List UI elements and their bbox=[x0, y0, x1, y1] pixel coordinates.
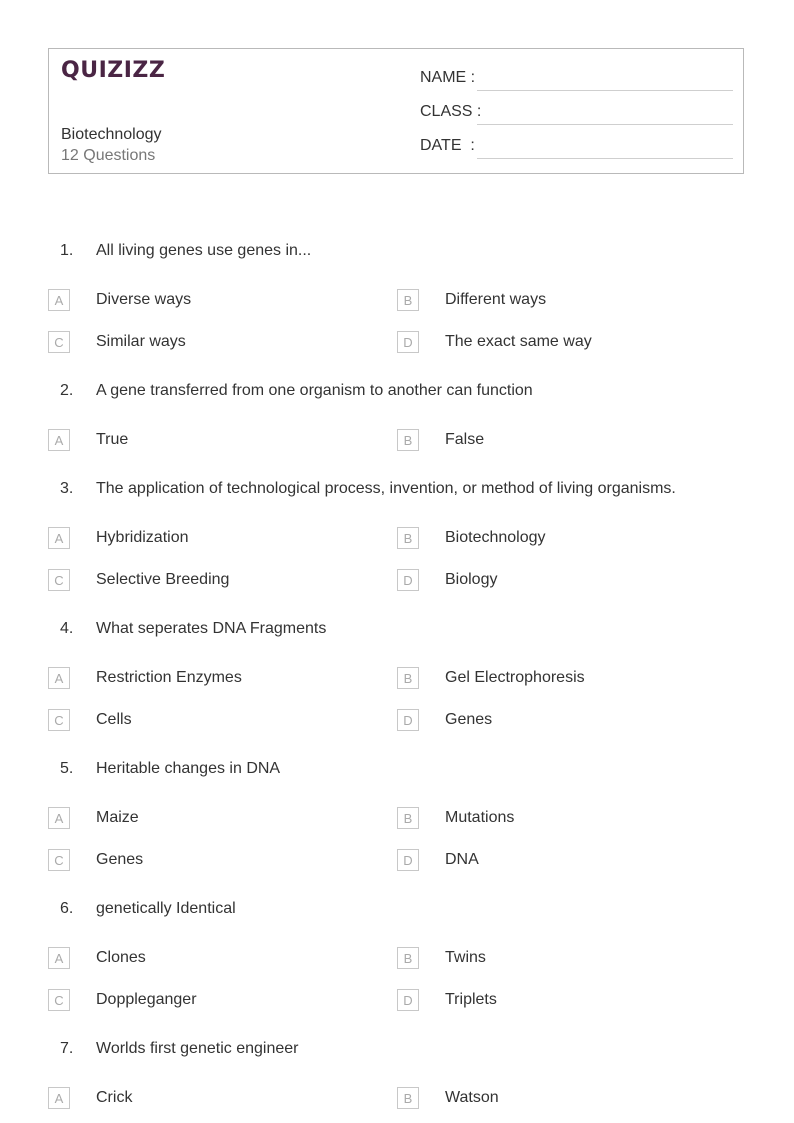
class-label: CLASS : bbox=[420, 103, 482, 120]
option-text: True bbox=[96, 431, 129, 448]
option-letter-box[interactable]: C bbox=[48, 989, 70, 1011]
option-text: Genes bbox=[96, 851, 144, 868]
option-text: Maize bbox=[96, 809, 139, 826]
option-letter-box[interactable]: B bbox=[397, 947, 419, 969]
option-letter-box[interactable]: B bbox=[397, 527, 419, 549]
option-letter-box[interactable]: A bbox=[48, 429, 70, 451]
option-text: The exact same way bbox=[445, 333, 592, 350]
option-text: False bbox=[445, 431, 485, 448]
option-text: DNA bbox=[445, 851, 479, 868]
question-number: 7. bbox=[60, 1040, 74, 1057]
option-letter-box[interactable]: D bbox=[397, 989, 419, 1011]
option-text: Mutations bbox=[445, 809, 515, 826]
question-text: Worlds first genetic engineer bbox=[96, 1040, 299, 1057]
option-letter-box[interactable]: A bbox=[48, 527, 70, 549]
option-text: Gel Electrophoresis bbox=[445, 669, 585, 686]
option-letter-box[interactable]: D bbox=[397, 569, 419, 591]
question-number: 3. bbox=[60, 480, 74, 497]
option-text: Crick bbox=[96, 1089, 133, 1106]
question-number: 2. bbox=[60, 382, 74, 399]
option-text: Cells bbox=[96, 711, 132, 728]
option-letter-box[interactable]: C bbox=[48, 849, 70, 871]
name-label: NAME : bbox=[420, 69, 476, 86]
question-text: What seperates DNA Fragments bbox=[96, 620, 327, 637]
option-letter-box[interactable]: B bbox=[397, 807, 419, 829]
option-letter-box[interactable]: A bbox=[48, 947, 70, 969]
option-text: Different ways bbox=[445, 291, 547, 308]
option-letter-box[interactable]: D bbox=[397, 331, 419, 353]
option-letter-box[interactable]: A bbox=[48, 667, 70, 689]
option-letter-box[interactable]: A bbox=[48, 289, 70, 311]
date-label: DATE : bbox=[420, 137, 475, 154]
quizizz-logo: QUIZIZZ bbox=[61, 58, 166, 83]
option-letter-box[interactable]: B bbox=[397, 1087, 419, 1109]
option-text: Restriction Enzymes bbox=[96, 669, 242, 686]
question-count: 12 Questions bbox=[61, 147, 156, 164]
option-text: Similar ways bbox=[96, 333, 186, 350]
option-text: Twins bbox=[445, 949, 486, 966]
option-letter-box[interactable]: D bbox=[397, 709, 419, 731]
question-number: 1. bbox=[60, 242, 74, 259]
option-letter-box[interactable]: B bbox=[397, 429, 419, 451]
question-number: 6. bbox=[60, 900, 74, 917]
option-text: Selective Breeding bbox=[96, 571, 230, 588]
question-text: Heritable changes in DNA bbox=[96, 760, 281, 777]
option-text: Biology bbox=[445, 571, 498, 588]
option-text: Biotechnology bbox=[445, 529, 546, 546]
question-text: All living genes use genes in... bbox=[96, 242, 312, 259]
option-letter-box[interactable]: D bbox=[397, 849, 419, 871]
option-letter-box[interactable]: C bbox=[48, 569, 70, 591]
option-letter-box[interactable]: C bbox=[48, 709, 70, 731]
option-text: Watson bbox=[445, 1089, 499, 1106]
question-number: 4. bbox=[60, 620, 74, 637]
option-text: Hybridization bbox=[96, 529, 189, 546]
option-text: Clones bbox=[96, 949, 146, 966]
option-text: Genes bbox=[445, 711, 493, 728]
option-text: Triplets bbox=[445, 991, 497, 1008]
option-letter-box[interactable]: B bbox=[397, 289, 419, 311]
option-text: Diverse ways bbox=[96, 291, 192, 308]
option-letter-box[interactable]: A bbox=[48, 807, 70, 829]
question-number: 5. bbox=[60, 760, 74, 777]
option-letter-box[interactable]: A bbox=[48, 1087, 70, 1109]
question-text: A gene transferred from one organism to another can function bbox=[96, 382, 533, 399]
option-text: Doppleganger bbox=[96, 991, 197, 1008]
question-text: genetically Identical bbox=[96, 900, 236, 917]
question-text: The application of technological process, invention, or method of living organisms. bbox=[96, 480, 676, 497]
worksheet-title: Biotechnology bbox=[61, 126, 162, 143]
option-letter-box[interactable]: B bbox=[397, 667, 419, 689]
option-letter-box[interactable]: C bbox=[48, 331, 70, 353]
